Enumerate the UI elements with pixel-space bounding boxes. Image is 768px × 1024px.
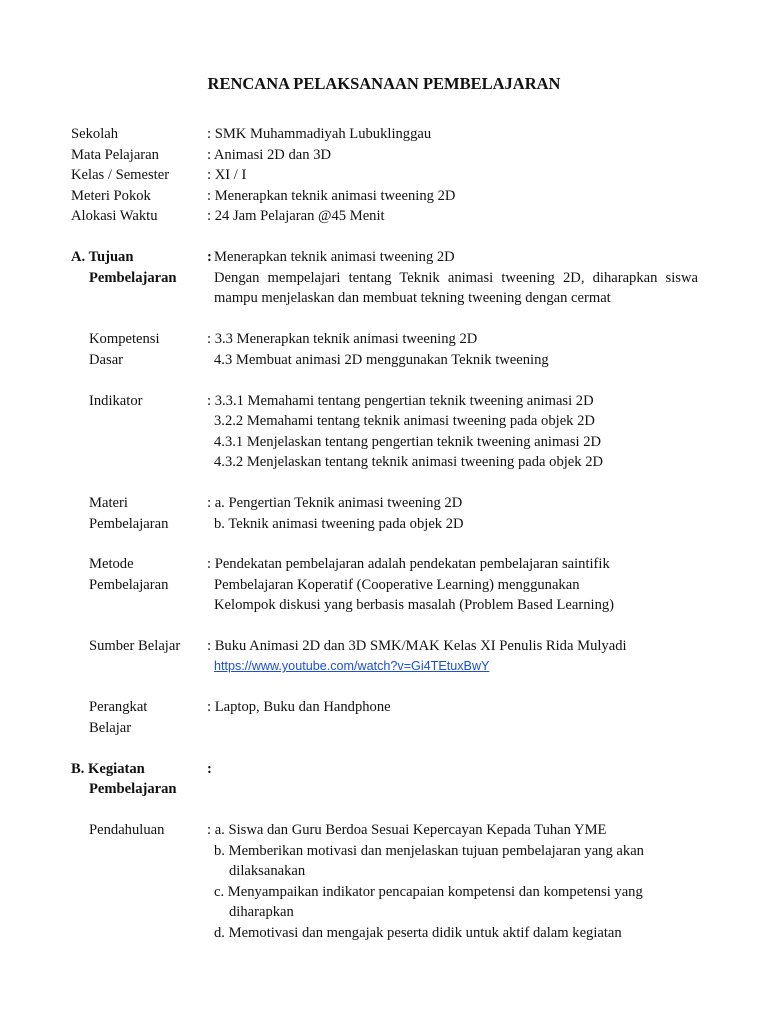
section-b-colon: : [207,761,212,777]
materi-item: : a. Pengertian Teknik animasi tweening 2D [207,495,463,511]
kompetensi-item: 4.3 Membuat animasi 2D menggunakan Teknik tweening [214,352,549,368]
section-a-heading-2: Pembelajaran [89,270,177,286]
section-a-line-1: Menerapkan teknik animasi tweening 2D [214,249,455,265]
materi-label: Materi [89,495,128,511]
kompetensi-label: Kompetensi [89,331,160,347]
metode-label-2: Pembelajaran [89,577,169,593]
pendahuluan-line: b. Memberikan motivasi dan menjelaskan tujuan pembelajaran yang akan [214,843,644,859]
identity-value-school: : SMK Muhammadiyah Lubuklinggau [207,126,432,142]
pendahuluan-line: d. Memotivasi dan mengajak peserta didik untuk aktif dalam kegiatan [214,925,622,941]
sumber-text: : Buku Animasi 2D dan 3D SMK/MAK Kelas XI Penulis Rida Mulyadi [207,638,627,654]
indikator-item: : 3.3.1 Memahami tentang pengertian teknik tweening animasi 2D [207,393,594,409]
identity-value-class: : XI / I [207,167,247,183]
section-a-colon: : [207,249,212,265]
identity-label-time: Alokasi Waktu [71,208,158,224]
kompetensi-item: : 3.3 Menerapkan teknik animasi tweening 2D [207,331,478,347]
metode-item: : Pendekatan pembelajaran adalah pendekatan pembelajaran saintifik [207,556,610,572]
youtube-link[interactable]: https://www.youtube.com/watch?v=Gi4TEtuxBwY [214,659,490,673]
pendahuluan-line: diharapkan [229,904,294,920]
identity-value-subject: : Animasi 2D dan 3D [207,147,332,163]
metode-label: Metode [89,556,134,572]
materi-label-2: Pembelajaran [89,516,169,532]
indikator-item: 4.3.1 Menjelaskan tentang pengertian teknik tweening animasi 2D [214,434,602,450]
section-b-heading: B. Kegiatan [71,761,145,777]
pendahuluan-line: dilaksanakan [229,863,306,879]
pendahuluan-line: : a. Siswa dan Guru Berdoa Sesuai Kepercayan Kepada Tuhan YME [207,822,607,838]
section-b-heading-2: Pembelajaran [89,781,177,797]
section-a-line-3: mampu menjelaskan dan membuat tekning tweening dengan cermat [214,290,611,306]
identity-label-class: Kelas / Semester [71,167,170,183]
perangkat-label-2: Belajar [89,720,132,736]
indikator-item: 4.3.2 Menjelaskan tentang teknik animasi tweening pada objek 2D [214,454,604,470]
metode-item: Kelompok diskusi yang berbasis masalah (Problem Based Learning) [214,597,615,613]
metode-item: Pembelajaran Koperatif (Cooperative Learning) menggunakan [214,577,580,593]
document-title: RENCANA PELAKSANAAN PEMBELAJARAN [207,74,561,93]
identity-value-time: : 24 Jam Pelajaran @45 Menit [207,208,385,224]
kompetensi-label-2: Dasar [89,352,124,368]
identity-label-subject: Mata Pelajaran [71,147,159,163]
pendahuluan-label: Pendahuluan [89,822,165,838]
sumber-label: Sumber Belajar [89,638,181,654]
perangkat-label: Perangkat [89,699,148,715]
indikator-label: Indikator [89,393,143,409]
identity-label-topic: Meteri Pokok [71,188,151,204]
indikator-item: 3.2.2 Memahami tentang teknik animasi tweening pada objek 2D [214,413,595,429]
materi-item: b. Teknik animasi tweening pada objek 2D [214,516,464,532]
section-a-line-2: Dengan mempelajari tentang Teknik animasi tweening 2D, diharapkan siswa [214,270,698,286]
pendahuluan-line: c. Menyampaikan indikator pencapaian kompetensi dan kompetensi yang [214,884,643,900]
identity-value-topic: : Menerapkan teknik animasi tweening 2D [207,188,456,204]
identity-label-school: Sekolah [71,126,119,142]
perangkat-text: : Laptop, Buku dan Handphone [207,699,391,715]
section-a-heading: A. Tujuan [71,249,134,265]
